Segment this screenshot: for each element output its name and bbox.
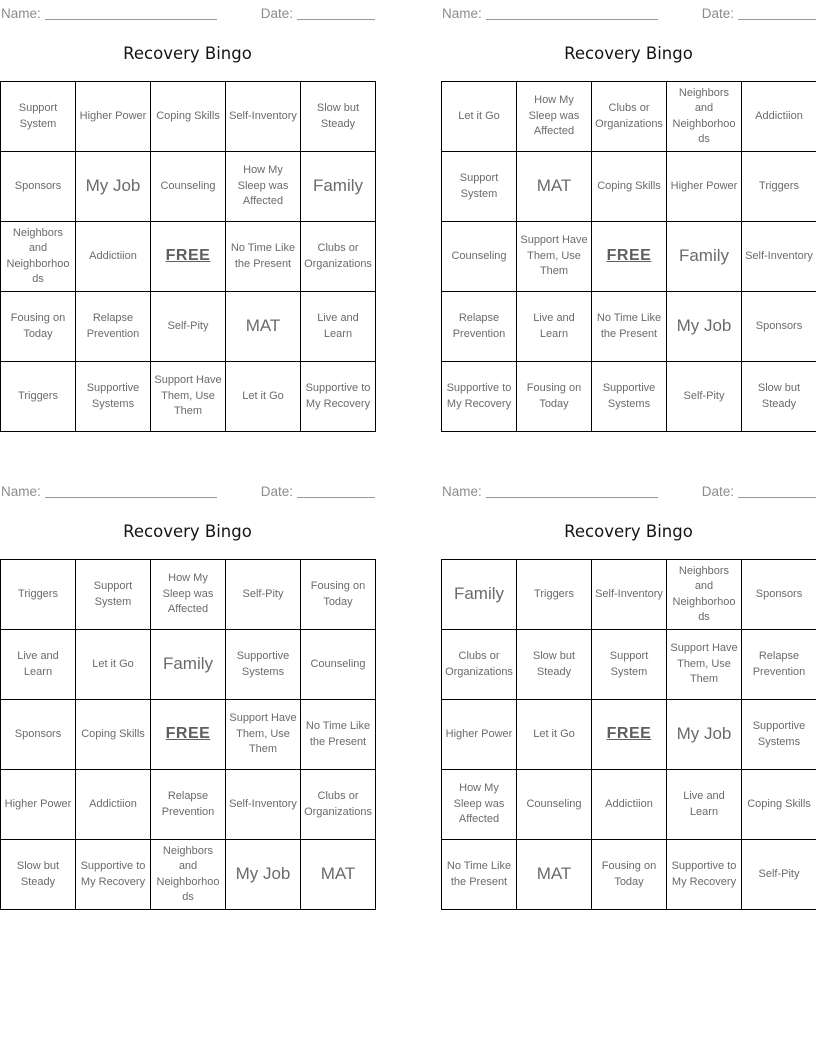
bingo-row — [442, 222, 816, 292]
bingo-cell: Slow but Steady — [742, 362, 816, 432]
bingo-cell: Support System — [592, 630, 667, 700]
bingo-cell: Support Have Them, Use Them — [667, 630, 742, 700]
bingo-row — [1, 630, 376, 700]
bingo-cell: Family — [442, 560, 517, 630]
bingo-cell: MAT — [301, 840, 376, 910]
bingo-row — [442, 292, 816, 362]
bingo-row — [1, 700, 376, 770]
bingo-row — [1, 560, 376, 630]
bingo-row — [442, 630, 816, 700]
bingo-cell: MAT — [517, 152, 592, 222]
bingo-cell: Coping Skills — [742, 770, 816, 840]
bingo-cell-free: FREE — [592, 222, 667, 292]
bingo-cell: Relapse Prevention — [151, 770, 226, 840]
bingo-cell: No Time Like the Present — [442, 840, 517, 910]
bingo-cell: Self-Inventory — [226, 82, 301, 152]
bingo-cell: Neighbors and Neighborhoods — [151, 840, 226, 910]
name-label: Name: — [442, 483, 482, 499]
name-field — [442, 6, 658, 20]
name-date-row — [442, 481, 816, 498]
bingo-cell: Relapse Prevention — [76, 292, 151, 362]
bingo-cell: Self-Pity — [667, 362, 742, 432]
name-blank-line — [486, 484, 658, 498]
bingo-cell: Coping Skills — [76, 700, 151, 770]
bingo-cell: My Job — [76, 152, 151, 222]
bingo-cell: Slow but Steady — [517, 630, 592, 700]
bingo-cell: Neighbors and Neighborhoods — [667, 82, 742, 152]
bingo-cell: Support System — [76, 560, 151, 630]
name-label: Name: — [1, 5, 41, 21]
bingo-cell: Sponsors — [1, 152, 76, 222]
bingo-cell: Triggers — [1, 362, 76, 432]
bingo-row — [1, 292, 376, 362]
bingo-cell: Support Have Them, Use Them — [151, 362, 226, 432]
date-label: Date: — [260, 5, 293, 21]
name-date-row — [1, 3, 375, 20]
bingo-cell: Fousing on Today — [517, 362, 592, 432]
card-title: Recovery Bingo — [564, 522, 693, 541]
bingo-cell: Coping Skills — [151, 82, 226, 152]
date-field — [261, 6, 375, 20]
date-field — [261, 484, 375, 498]
bingo-cell: Triggers — [1, 560, 76, 630]
date-label: Date: — [260, 483, 293, 499]
bingo-cell-free: FREE — [151, 222, 226, 292]
bingo-cell: No Time Like the Present — [301, 700, 376, 770]
bingo-cell: Sponsors — [742, 560, 816, 630]
bingo-cell: Self-Pity — [226, 560, 301, 630]
bingo-cell: Coping Skills — [592, 152, 667, 222]
bingo-cell: Slow but Steady — [301, 82, 376, 152]
name-field — [1, 6, 217, 20]
bingo-cell: Live and Learn — [301, 292, 376, 362]
date-label: Date: — [701, 5, 734, 21]
bingo-grid — [0, 81, 376, 432]
bingo-cell: Family — [151, 630, 226, 700]
bingo-cell: Counseling — [151, 152, 226, 222]
bingo-cell: Clubs or Organizations — [592, 82, 667, 152]
bingo-cell: Support Have Them, Use Them — [226, 700, 301, 770]
bingo-cell: Supportive to My Recovery — [442, 362, 517, 432]
bingo-cell: Slow but Steady — [1, 840, 76, 910]
bingo-cell: Supportive to My Recovery — [301, 362, 376, 432]
bingo-cell: Live and Learn — [1, 630, 76, 700]
bingo-card-3 — [0, 478, 375, 912]
bingo-cell: Higher Power — [667, 152, 742, 222]
bingo-cell-free: FREE — [592, 700, 667, 770]
bingo-cell: Family — [667, 222, 742, 292]
date-label: Date: — [701, 483, 734, 499]
bingo-cell: Self-Pity — [742, 840, 816, 910]
name-blank-line — [45, 484, 217, 498]
bingo-card-4 — [441, 478, 816, 912]
bingo-cell: Clubs or Organizations — [301, 222, 376, 292]
bingo-cell: How My Sleep was Affected — [517, 82, 592, 152]
bingo-cell: How My Sleep was Affected — [226, 152, 301, 222]
bingo-row — [1, 82, 376, 152]
bingo-row — [442, 770, 816, 840]
card-title: Recovery Bingo — [123, 44, 252, 63]
bingo-cell: Counseling — [517, 770, 592, 840]
bingo-cell: Self-Inventory — [226, 770, 301, 840]
bingo-cell-free: FREE — [151, 700, 226, 770]
bingo-grid — [441, 81, 816, 432]
bingo-cell: Supportive Systems — [742, 700, 816, 770]
bingo-cell: Sponsors — [1, 700, 76, 770]
bingo-cell: No Time Like the Present — [226, 222, 301, 292]
bingo-cell: Support System — [1, 82, 76, 152]
bingo-row — [1, 222, 376, 292]
bingo-cell: Relapse Prevention — [442, 292, 517, 362]
bingo-row — [1, 770, 376, 840]
bingo-cell: MAT — [226, 292, 301, 362]
bingo-cell: Fousing on Today — [592, 840, 667, 910]
bingo-cell: Higher Power — [442, 700, 517, 770]
bingo-cell: No Time Like the Present — [592, 292, 667, 362]
bingo-row — [1, 362, 376, 432]
bingo-cell: Supportive to My Recovery — [667, 840, 742, 910]
bingo-cell: Supportive Systems — [226, 630, 301, 700]
bingo-row — [442, 560, 816, 630]
name-date-row — [1, 481, 375, 498]
bingo-cell: Sponsors — [742, 292, 816, 362]
bingo-cell: Addictiion — [742, 82, 816, 152]
date-blank-line — [297, 484, 375, 498]
date-field — [702, 484, 816, 498]
bingo-row — [442, 362, 816, 432]
bingo-cell: Supportive to My Recovery — [76, 840, 151, 910]
bingo-cell: Supportive Systems — [592, 362, 667, 432]
bingo-cell: Fousing on Today — [1, 292, 76, 362]
bingo-cell: My Job — [667, 292, 742, 362]
bingo-cell: Supportive Systems — [76, 362, 151, 432]
name-label: Name: — [1, 483, 41, 499]
date-blank-line — [738, 484, 816, 498]
name-blank-line — [486, 6, 658, 20]
bingo-row — [442, 700, 816, 770]
bingo-cell: Clubs or Organizations — [301, 770, 376, 840]
bingo-row — [1, 840, 376, 910]
bingo-cell: MAT — [517, 840, 592, 910]
bingo-row — [1, 152, 376, 222]
bingo-cell: Fousing on Today — [301, 560, 376, 630]
bingo-cell: Addictiion — [76, 770, 151, 840]
bingo-cell: How My Sleep was Affected — [151, 560, 226, 630]
bingo-grid — [441, 559, 816, 910]
bingo-cell: Neighbors and Neighborhoods — [1, 222, 76, 292]
bingo-card-1 — [0, 0, 375, 434]
name-field — [442, 484, 658, 498]
bingo-grid — [0, 559, 376, 910]
name-field — [1, 484, 217, 498]
bingo-cell: Self-Inventory — [592, 560, 667, 630]
date-blank-line — [297, 6, 375, 20]
bingo-cell: Triggers — [742, 152, 816, 222]
bingo-cell: Higher Power — [1, 770, 76, 840]
bingo-cell: Counseling — [442, 222, 517, 292]
bingo-cell: My Job — [667, 700, 742, 770]
bingo-cell: Neighbors and Neighborhoods — [667, 560, 742, 630]
bingo-cell: Addictiion — [592, 770, 667, 840]
bingo-cell: Counseling — [301, 630, 376, 700]
bingo-cell: Clubs or Organizations — [442, 630, 517, 700]
name-label: Name: — [442, 5, 482, 21]
bingo-cell: Higher Power — [76, 82, 151, 152]
bingo-cell: Support System — [442, 152, 517, 222]
bingo-cell: Addictiion — [76, 222, 151, 292]
bingo-row — [442, 82, 816, 152]
bingo-cell: Self-Inventory — [742, 222, 816, 292]
card-title: Recovery Bingo — [564, 44, 693, 63]
bingo-row — [442, 840, 816, 910]
bingo-cell: Triggers — [517, 560, 592, 630]
bingo-card-2 — [441, 0, 816, 434]
bingo-cell: Let it Go — [442, 82, 517, 152]
card-title: Recovery Bingo — [123, 522, 252, 541]
bingo-cell: Let it Go — [76, 630, 151, 700]
bingo-cell: Support Have Them, Use Them — [517, 222, 592, 292]
bingo-row — [442, 152, 816, 222]
bingo-cell: Family — [301, 152, 376, 222]
name-date-row — [442, 3, 816, 20]
bingo-cell: My Job — [226, 840, 301, 910]
bingo-cell: Live and Learn — [517, 292, 592, 362]
bingo-cell: Self-Pity — [151, 292, 226, 362]
date-field — [702, 6, 816, 20]
bingo-cell: Relapse Prevention — [742, 630, 816, 700]
bingo-cell: Let it Go — [226, 362, 301, 432]
bingo-cell: Live and Learn — [667, 770, 742, 840]
bingo-cell: Let it Go — [517, 700, 592, 770]
bingo-cell: How My Sleep was Affected — [442, 770, 517, 840]
name-blank-line — [45, 6, 217, 20]
date-blank-line — [738, 6, 816, 20]
